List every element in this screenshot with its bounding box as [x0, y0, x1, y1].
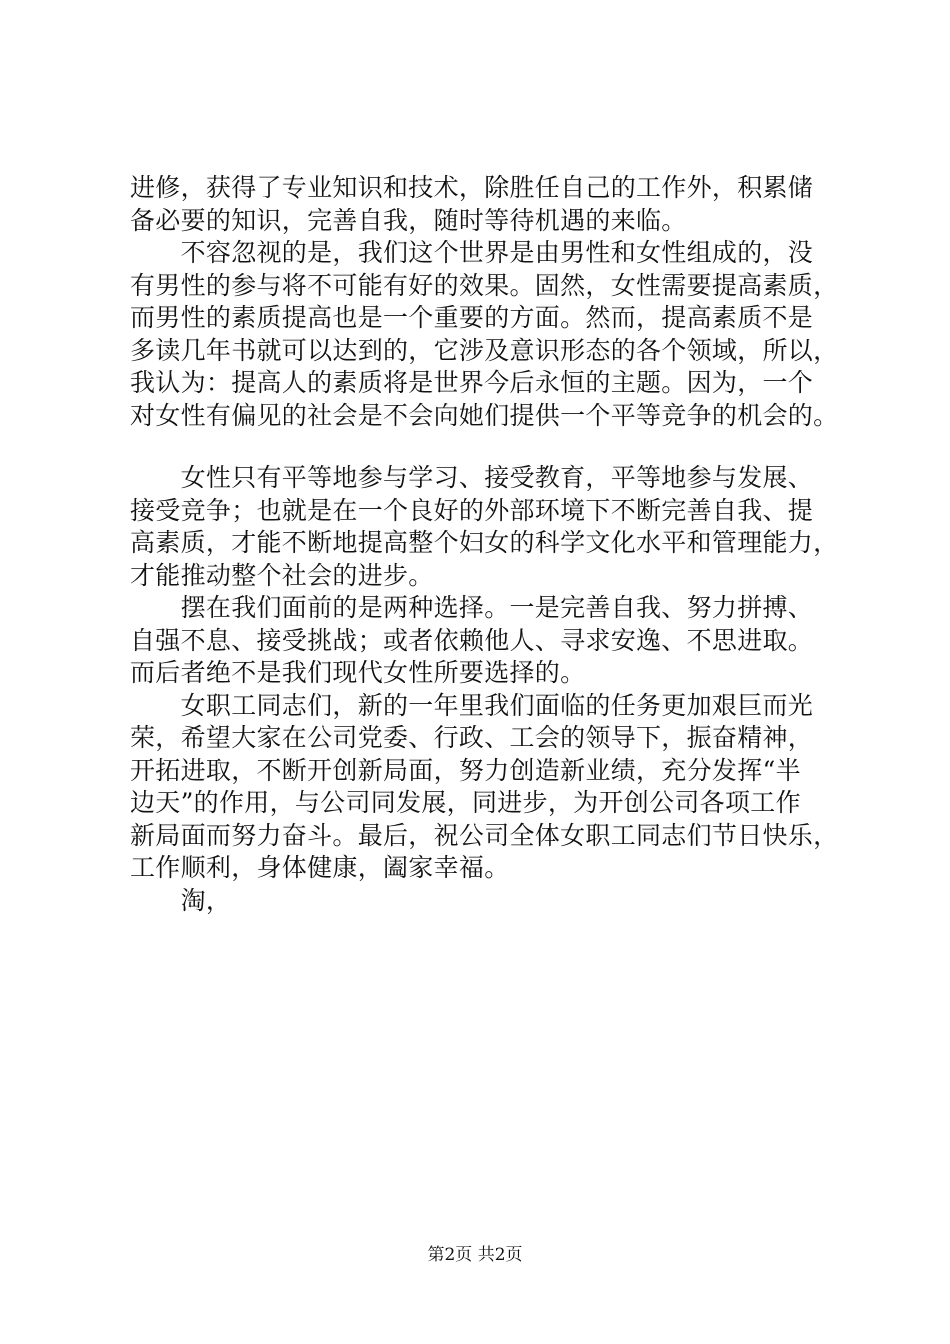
text-line: 女职工同志们，新的一年里我们面临的任务更加艰巨而光 — [130, 690, 814, 720]
text-line: 才能推动整个社会的进步。 — [130, 560, 434, 590]
paragraph — [130, 885, 850, 918]
text-line: 开拓进取，不断开创新局面，努力创造新业绩，充分发挥“半 — [130, 755, 801, 785]
text-line: 不容忽视的是，我们这个世界是由男性和女性组成的，没 — [130, 238, 814, 267]
text-line: 自强不息、接受挑战；或者依赖他人、寻求安逸、不思进取。 — [130, 625, 814, 655]
paragraph — [130, 462, 850, 592]
text-line: 边天”的作用，与公司同发展，同进步，为开创公司各项工作 — [130, 788, 801, 817]
paragraph-gap — [130, 432, 850, 462]
text-line: 摆在我们面前的是两种选择。一是完善自我、努力拼搏、 — [130, 593, 814, 622]
text-line: 女性只有平等地参与学习、接受教育，平等地参与发展、 — [130, 463, 814, 492]
text-line: 对女性有偏见的社会是不会向她们提供一个平等竞争的机会的。 — [130, 400, 839, 430]
text-line: 荣，希望大家在公司党委、行政、工会的领导下，振奋精神， — [130, 723, 814, 752]
text-line: 而男性的素质提高也是一个重要的方面。然而，提高素质不是 — [130, 303, 814, 332]
document-body — [130, 172, 850, 917]
text-line: 新局面而努力奋斗。最后，祝公司全体女职工同志们节日快乐， — [130, 820, 839, 850]
text-line: 高素质，才能不断地提高整个妇女的科学文化水平和管理能力， — [130, 528, 839, 557]
paragraph — [130, 592, 850, 690]
text-line: 接受竞争；也就是在一个良好的外部环境下不断完善自我、提 — [130, 495, 814, 525]
text-line: 备必要的知识，完善自我，随时等待机遇的来临。 — [130, 205, 687, 235]
text-line: 而后者绝不是我们现代女性所要选择的。 — [130, 658, 586, 687]
text-line: 进修，获得了专业知识和技术，除胜任自己的工作外，积累储 — [130, 173, 814, 202]
text-line: 有男性的参与将不可能有好的效果。固然，女性需要提高素质， — [130, 270, 839, 300]
paragraph — [130, 172, 850, 237]
page-footer: 第2页 共2页 — [427, 1245, 523, 1265]
paragraph — [130, 690, 850, 885]
text-line: 我认为：提高人的素质将是世界今后永恒的主题。因为，一个 — [130, 368, 814, 397]
text-line: 工作顺利，身体健康，阖家幸福。 — [130, 853, 510, 882]
paragraph — [130, 237, 850, 432]
text-line: 淘， — [130, 885, 232, 915]
text-line: 多读几年书就可以达到的，它涉及意识形态的各个领域，所以， — [130, 335, 839, 365]
